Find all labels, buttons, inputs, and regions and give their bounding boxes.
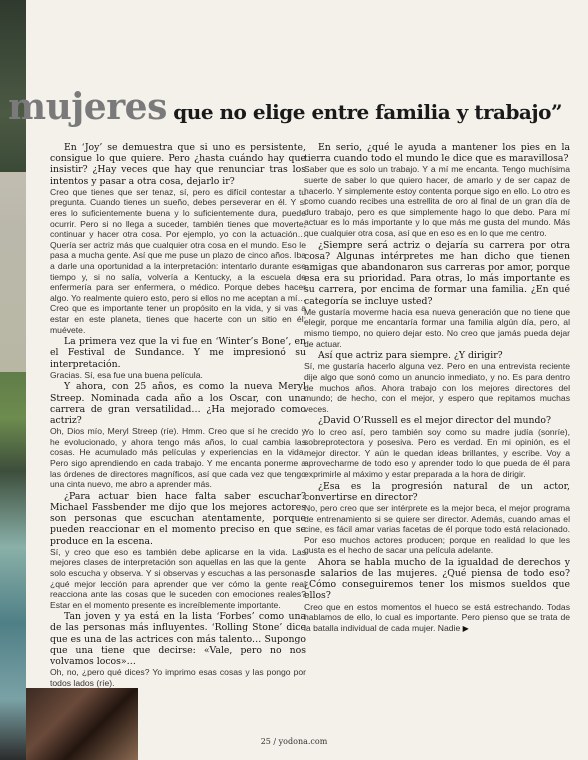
answer: No, pero creo que ser intérprete es la mejor beca, el mejor programa de entrenamiento si se quiere ser director. Además, cuando amas el cine, es fácil amar varias facetas de él porque todo está relacionado. Por eso muchos actores producen; porque en realidad lo que les gusta es el hecho de sacar una película adelante. <box>304 502 570 556</box>
answer <box>304 602 570 635</box>
answer: Sí, me gustaría hacerlo alguna vez. Pero en una entrevista reciente dije algo que sonó como un anuncio inmediato, y no. Es para dentro de muchos años. Ahora trabajo con los mejores directores del mundo; de hecho, con el mejor, y espero que repitamos muchas veces. <box>304 361 570 414</box>
right-column <box>304 142 570 688</box>
question: ¿Siempre será actriz o dejaría su carrera por otra cosa? Algunas intérpretes me han dicho que tienen amigas que abandonaron sus carreras por amor, porque esa era su prioridad. Para otras, lo más importante es su carrera, por encima de formar una familia. ¿En qué categoría se incluye usted? <box>304 239 570 307</box>
left-photo-strip-light <box>0 172 26 372</box>
question: Ahora se habla mucho de la igualdad de derechos y de salarios de las mujeres. ¿Qué piensa de todo eso? ¿Cómo conseguiremos tener los mismos sueldos que ellos? <box>304 556 570 602</box>
question: ¿Para actuar bien hace falta saber escuchar? Michael Fassbender me dijo que los mejores actores son personas que escuchan atentamente, porque pueden reaccionar en el momento preciso en que se produce en la escena. <box>50 490 306 547</box>
answer: Yo lo creo así, pero también soy como su madre judía (sonríe), sobreprotectora y posesiva. Pero es verdad. En mi opinión, es el mejor director. Y aún le quedan ideas brillantes, y escribe. Voy a aprovecharme de todo eso y aprender todo lo que pueda de él para exprimirle al máximo y estar preparada a la hora de dirigir. <box>304 426 570 479</box>
left-column <box>50 142 306 688</box>
continue-arrow-icon: ▶ <box>462 623 469 633</box>
question: ¿Esa es la progresión natural de un actor, convertirse en director? <box>304 480 570 503</box>
answer: Sí, y creo que eso es también debe aplicarse en la vida. Las mejores clases de interpretación son aquellas en las que la gente solo escucha y observa. Y si observas y escuchas a las personas, ¿qué mejor lección para aprender que ver cómo la gente real reacciona ante las cosas que le suceden con emociones reales? Estar en el momento presente es increíblemente importante. <box>50 546 306 610</box>
question: Y ahora, con 25 años, es como la nueva Meryl Streep. Nominada cada año a los Oscar, con una carrera de gran versatilidad… ¿Ha mejorado como actriz? <box>50 381 306 426</box>
page-footer: 25 / yodona.com <box>260 737 328 746</box>
question: La primera vez que la vi fue en ‘Winter’s Bone’, en el Festival de Sundance. Y me impresionó su interpretación. <box>50 336 306 370</box>
headline-rest: que no elige entre familia y trabajo” <box>166 100 562 124</box>
answer-text: Creo que en estos momentos el hueco se está estrechando. Todas hablamos de ello, lo cual es importante. Pero pienso que se trata de la batalla individual de cada mujer. Nadie <box>304 601 570 633</box>
answer: Saber que es solo un trabajo. Y a mí me encanta. Tengo muchísima suerte de saber lo que quiero hacer, de amarlo y de ser capaz de hacerlo. Y simplemente estoy contenta porque sigo en ello. Lo otro es como cuando recibes una estrellita de oro al final de un gran día de duro trabajo, pero es que simplemente hago lo que debo. Para mí actuar es lo más importante y lo que más me gusta del mundo. Más que cualquier otra cosa, así que en eso es en lo que me centro. <box>304 164 570 238</box>
question: ¿David O’Russell es el mejor director del mundo? <box>318 415 551 427</box>
bottom-photo <box>26 688 138 760</box>
question: En serio, ¿qué le ayuda a mantener los pies en la tierra cuando todo el mundo le dice que es maravillosa? <box>304 142 570 165</box>
answer: Creo que tienes que ser tenaz, sí, pero es difícil contestar a tu pregunta. Cuando tienes un sueño, debes perseverar en él. Y si eres lo suficientemente buena y lo suficientemente dura, puede ocurrir. Pero si no llega a suceder, también tienes que moverte, continuar y hacer otra cosa. Por ejemplo, yo con la actuación… Quería ser actriz más que cualquier otra cosa en el mundo. Eso le pasa a mucha gente. Así que me puse un plazo de cinco años. Iba a darle una oportunidad a la interpretación: intentarlo durante ese tiempo y, si no salía, volvería a Kentucky, a la escuela de enfermería para ser enfermera, o médico. Porque debes hacer algo. Yo realmente quiero esto, pero si ellos no me aceptan a mí… Creo que es importante tener un propósito en la vida, y si vas a estar en este planeta, tienes que hacerte con un sitio en él; muévete. <box>50 186 306 335</box>
question: Así que actriz para siempre. ¿Y dirigir? <box>318 350 503 362</box>
answer: Me gustaría moverme hacia esa nueva generación que no tiene que elegir, porque me encantaría formar una familia algún día, pero, al mismo tiempo, no quiero dejar esto. No creo que jamás pueda dejar de actuar. <box>304 306 570 349</box>
answer: Gracias. Sí, esa fue una buena película. <box>50 369 203 380</box>
headline <box>8 84 588 130</box>
question: En ‘Joy’ se demuestra que si uno es persistente, consigue lo que quiere. Pero ¿hasta cuándo hay que insistir? ¿Hay veces que hay que renunciar tras los intentos y pasar a otra cosa, dejarlo ir? <box>50 142 306 187</box>
question: Tan joven y ya está en la lista ‘Forbes’ como una de las personas más influyentes. ‘Rolling Stone’ dice que es una de las actrices con más talento… Supongo que una tiene que decirse: «Vale, pero no nos volvamos locos»… <box>50 611 306 668</box>
answer: Oh, Dios mío, Meryl Streep (ríe). Hmm. Creo que sí he crecido y he evolucionado, y ahora tengo más años, lo cual cambia las cosas. He acumulado más películas y experiencias en la vida. Pero sigo aprendiendo en cada trabajo. Y me encanta ponerme a las órdenes de directores magníficos, así que cada vez que tengo una cinta nuevo, me abro a aprender más. <box>50 426 306 490</box>
answer: Oh, no, ¿pero qué dices? Yo imprimo esas cosas y las pongo por todos lados (ríe). <box>50 667 306 688</box>
headline-big-word: mujeres <box>8 86 167 128</box>
